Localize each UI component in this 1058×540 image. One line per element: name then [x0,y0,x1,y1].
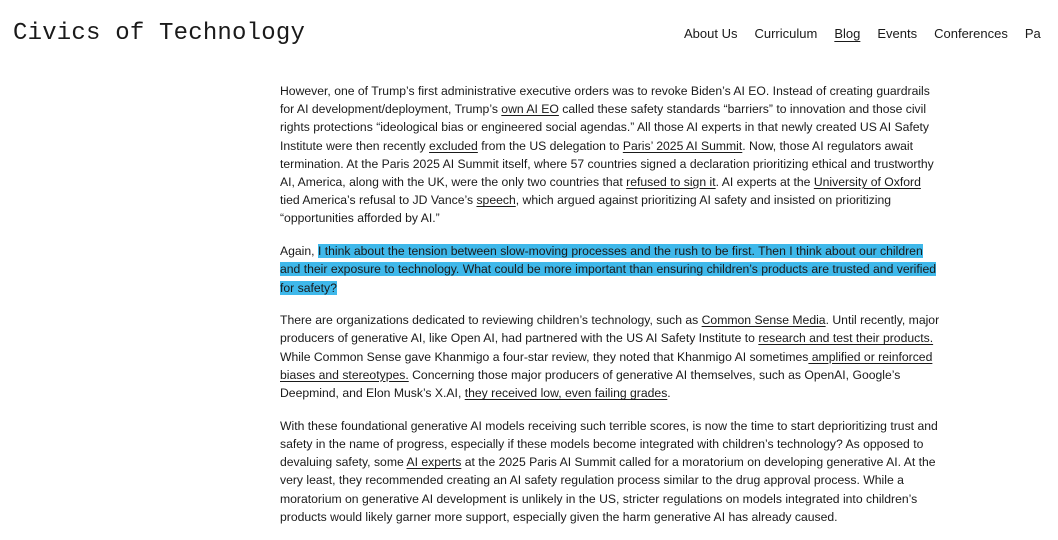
text-segment: . [667,386,671,401]
nav-about-us[interactable]: About Us [684,26,738,41]
text-segment: While Common Sense gave Khanmigo a four-star review, they noted that Khanmigo AI sometimes [280,349,809,364]
nav-curriculum[interactable]: Curriculum [754,26,818,41]
link-excluded[interactable]: excluded [429,138,478,153]
text-segment: from the US delegation to [477,138,623,153]
text-segment: Concerning those major producers of generative AI themselves, such as OpenAI, Google’s Deepmind, and Elon Musk’s X.AI, [280,367,901,401]
nav-conferences[interactable]: Conferences [934,26,1008,41]
nav-more-truncated[interactable]: Pa [1024,26,1041,41]
link-ai-experts[interactable]: AI experts [406,455,462,470]
link-paris-ai-summit[interactable]: Paris’ 2025 AI Summit [622,138,743,153]
link-refused-to-sign[interactable]: refused to sign it [626,175,716,190]
link-common-sense-media[interactable]: Common Sense Media [701,313,826,328]
text-segment: . Until recently, major producers of generative AI, like Open AI, had partnered with the US AI Safety Institute to [280,313,940,346]
text-segment: at the 2025 Paris AI Summit called for a moratorium on developing generative AI. At the very least, they recommended creating an AI safety regulation process similar to the drug approval process. While a moratorium on generative AI development is unlikely in the US, stricter regulations on models integrated into children’s products would likely garner more support, especially given the harm generative AI has already caused. [280,455,936,524]
text-segment: . Now, those AI regulators await termination. At the Paris 2025 AI Summit itself, where 57 countries signed a declaration prioritizing ethical and trustworthy AI, America, along with the UK, were the only two countries that [280,138,934,190]
link-own-ai-eo[interactable]: own AI EO [501,102,559,117]
link-speech[interactable]: speech [476,193,516,208]
text-segment: However, one of Trump’s first administrative executive orders was to revoke Biden’s AI EO. Instead of creating guardrails for AI development/deployment, Trump’s [280,84,930,117]
text-segment: With these foundational generative AI models receiving such terrible scores, is now the time to start deprioritizing trust and safety in the name of progress, especially if these models become integrated with children’s technology? As opposed to devaluing safety, some [280,418,938,470]
text-segment: . AI experts at the [715,175,814,190]
article-body [280,82,940,540]
nav-blog[interactable]: Blog [834,26,861,41]
main-nav [684,26,1058,46]
paragraph-2 [280,242,940,297]
highlighted-text: I think about the tension between slow-moving processes and the rush to be first. Then I think about our children and their exposure to technology. What could be more important than ensuring children’s products are trusted and verified for safety? [280,244,937,295]
link-research-and-test[interactable]: research and test their products. [758,331,934,346]
link-amplified-biases[interactable]: amplified or reinforced biases and stereotypes. [280,349,933,382]
text-segment: , which argued against prioritizing AI safety and insisted on prioritizing “opportunities afforded by AI.” [280,193,892,226]
paragraph-4 [280,417,940,526]
text-segment: Again, [280,244,318,259]
paragraph-1 [280,82,940,228]
link-failing-grades[interactable]: they received low, even failing grades [464,386,668,401]
text-segment: tied America’s refusal to JD Vance’s [280,193,477,208]
nav-events[interactable]: Events [877,26,918,41]
site-title[interactable]: Civics of Technology [13,20,306,47]
text-segment: called these safety standards “barriers” to innovation and those civil rights protections “ideological bias or engineered social agendas.” All those AI experts in that newly created US AI Safety Institute were then recently [280,102,930,153]
paragraph-3 [280,311,940,402]
text-segment: There are organizations dedicated to reviewing children’s technology, such as [280,313,702,328]
link-university-of-oxford[interactable]: University of Oxford [813,175,921,190]
